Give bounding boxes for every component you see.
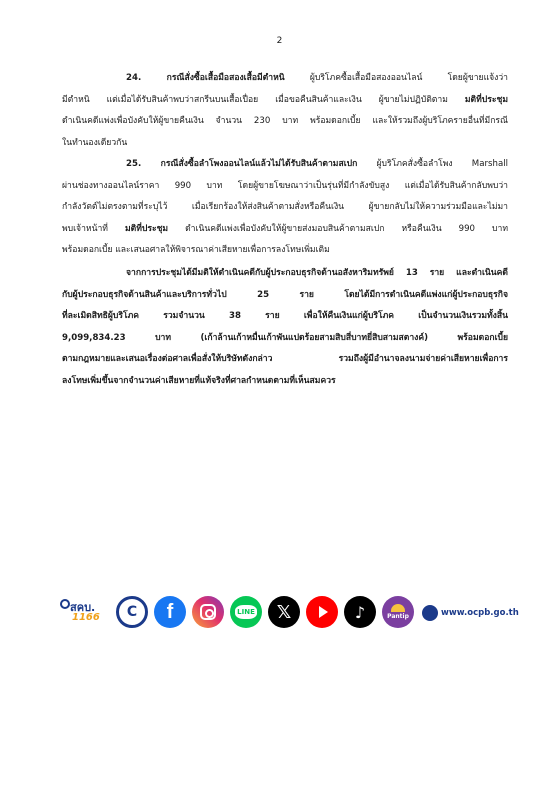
summary-line-5: ตามกฎหมายและเสนอเรื่องต่อศาลเพื่อสั่งให้บริษัทดังกล่าว รวมถึงผู้มีอำนาจลงนามจ่ายค่าเสียหายเพื่อการ [62, 354, 508, 364]
phone-icon [60, 599, 70, 609]
item-25-heading: 25. กรณีสั่งซื้อลำโพงออนไลน์แล้วไม่ได้รับสินค้าตามสเปก [126, 159, 358, 169]
item-24-line-3: ดำเนินคดีแพ่งเพื่อบังคับให้ผู้ขายคืนเงิน จำนวน 230 บาท พร้อมดอกเบี้ย และให้รวมถึงผู้บริโภครายอื่นที่มีกรณี [62, 116, 508, 126]
footer-social-bar [60, 596, 519, 630]
page-number: 2 [276, 36, 283, 46]
tiktok-icon[interactable]: ♪ [344, 596, 376, 628]
item-25-line-3: กำลังวัตต์ไม่ตรงตามที่ระบุไว้ เมื่อเรียกร้องให้ส่งสินค้าตามสั่งหรือคืนเงิน ผู้ขายกลับไม่ให้ความร่วมมือและไม่มา [62, 202, 508, 212]
pantip-icon[interactable]: Pantip [382, 596, 414, 628]
summary-line-3: ที่ละเมิดสิทธิผู้บริโภค รวมจำนวน 38 ราย เพื่อให้คืนเงินแก่ผู้บริโภค เป็นจำนวนเงินรวมทั้งสิ้น [62, 311, 508, 321]
website-link[interactable]: www.ocpb.go.th [422, 604, 500, 622]
ocpb-logo[interactable]: สคบ. 1166 [60, 598, 110, 628]
item-25-line-2: ผ่านช่องทางออนไลน์ราคา 990 บาท โดยผู้ขายโฆษณาว่าเป็นรุ่นที่มีกำลังขับสูง แต่เมื่อได้รับสินค้ากลับพบว่า [62, 180, 508, 191]
youtube-icon[interactable] [306, 596, 338, 628]
item-24-line-1: 24. กรณีสั่งซื้อเสื้อมือสองเสื้อมีตำหนิ ผู้บริโภคซื้อเสื้อมือสองออนไลน์ โดยผู้ขายแจ้งว่า [126, 73, 509, 83]
globe-icon [422, 605, 438, 621]
summary-line-1: จากการประชุมได้มีมติให้ดำเนินคดีกับผู้ประกอบธุรกิจด้านอสังหาริมทรัพย์ 13 ราย และดำเนินคดี [126, 268, 508, 278]
resolution-label: มติที่ประชุม [464, 94, 508, 105]
facebook-icon[interactable]: f [154, 596, 186, 628]
line-icon[interactable]: LINE [230, 596, 262, 628]
item-24-paragraph [62, 68, 508, 154]
instagram-icon[interactable] [192, 596, 224, 628]
summary-paragraph [62, 263, 508, 392]
item-25-line-5: พร้อมดอกเบี้ย และเสนอศาลให้พิจารณาค่าเสียหายเพื่อการลงโทษเพิ่มเติม [62, 245, 330, 255]
summary-line-2: กับผู้ประกอบธุรกิจด้านสินค้าและบริการทั่วไป 25 ราย โดยได้มีการดำเนินคดีแพ่งแก่ผู้ประกอบธุรกิจ [62, 289, 508, 300]
resolution-label: มติที่ประชุม [124, 223, 169, 234]
item-25-line-4: พบเจ้าหน้าที่ มติที่ประชุม ดำเนินคดีแพ่งเพื่อบังคับให้ผู้ขายส่งมอบสินค้าตามสเปก หรือคืนเงิน 990 บาท [62, 223, 508, 234]
item-25-line-1: 25. กรณีสั่งซื้อลำโพงออนไลน์แล้วไม่ได้รับสินค้าตามสเปก ผู้บริโภคสั่งซื้อลำโพง Marshall [126, 159, 508, 169]
x-icon[interactable]: 𝕏 [268, 596, 300, 628]
item-24-heading: 24. กรณีสั่งซื้อเสื้อมือสองเสื้อมีตำหนิ [126, 73, 285, 83]
item-24-line-4: ในทำนองเดียวกัน [62, 137, 128, 148]
item-24-line-2: มีตำหนิ แต่เมื่อได้รับสินค้าพบว่าสกรีนบนเสื้อเปื่อย เมื่อขอคืนสินค้าและเงิน ผู้ขายไม่ปฏิบัติตาม มติที่ประชุม [62, 94, 508, 105]
ocpb-emblem-icon[interactable]: C [116, 596, 148, 628]
summary-line-4: 9,099,834.23 บาท (เก้าล้านเก้าหมื่นเก้าพันแปดร้อยสามสิบสี่บาทยี่สิบสามสตางค์) พร้อมดอกเบี้ย [62, 332, 508, 343]
item-25-paragraph [62, 154, 508, 262]
summary-line-6: ลงโทษเพิ่มขึ้นจากจำนวนค่าเสียหายที่แท้จริงที่ศาลกำหนดตามที่เห็นสมควร [62, 375, 336, 386]
